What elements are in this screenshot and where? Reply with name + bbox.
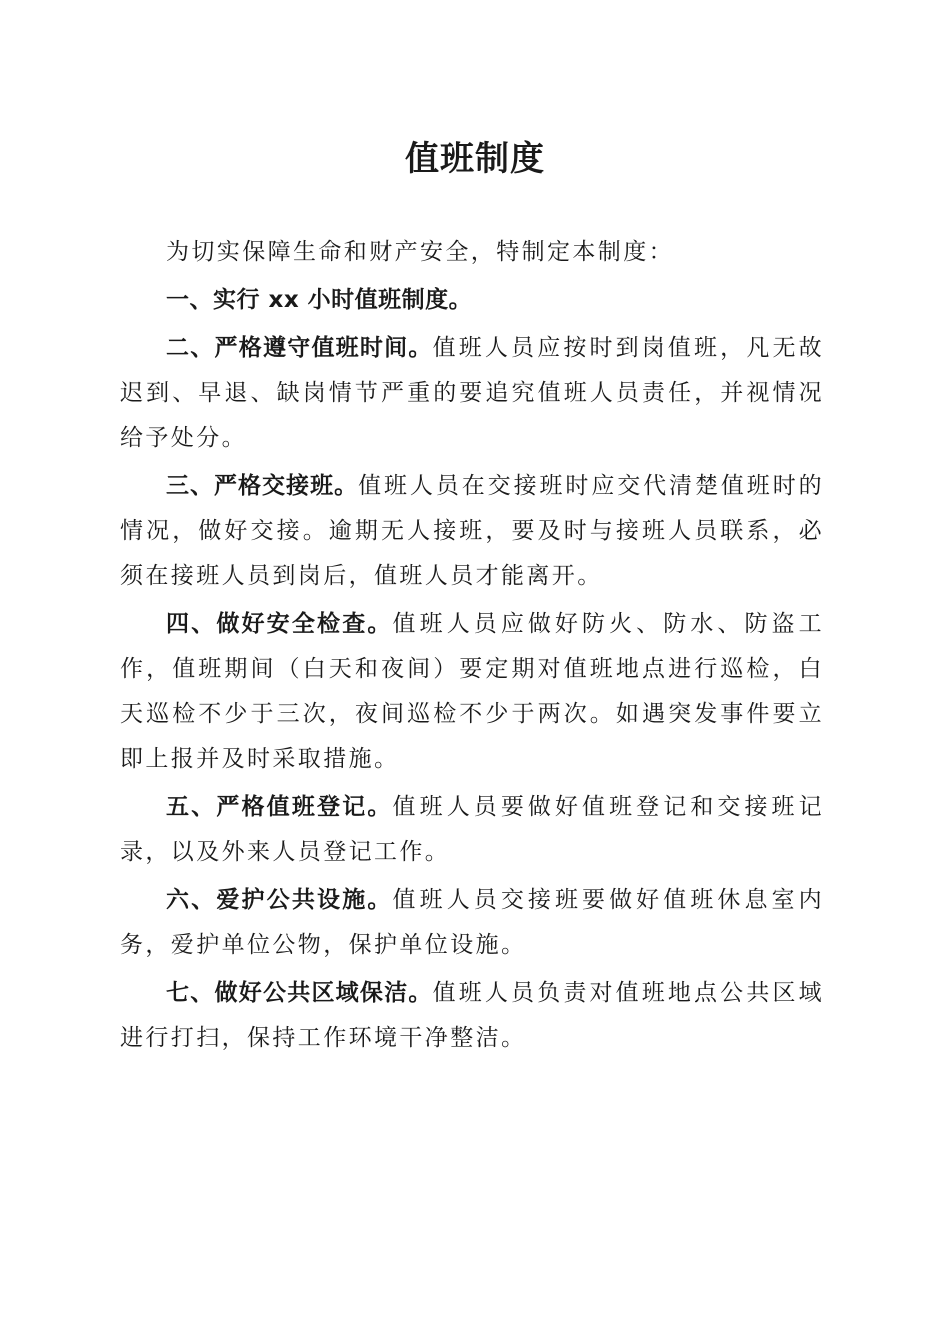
rule-heading: 六、爱护公共设施。 [166,887,393,913]
document-body [120,230,824,1064]
rule-heading: 五、严格值班登记。 [166,794,393,820]
rule-heading: 四、做好安全检查。 [166,611,393,637]
rule-item-5 [120,785,824,875]
rule-text: 值班人员应做好防火、防水、防盗工作，值班期间（白天和夜间）要定期对值班地点进行巡检，白天巡检不少于三次，夜间巡检不少于两次。如遇突发事件要立即上报并及时采取措施。 [120,611,825,772]
rule-item-4 [120,602,824,782]
rule-heading: 二、严格遵守值班时间。 [166,335,433,361]
rule-text: 值班人员要做好值班登记和交接班记录，以及外来人员登记工作。 [120,794,825,865]
page-title: 值班制度 [405,139,545,179]
rule-item-1 [120,278,824,323]
rule-text: 值班人员应按时到岗值班，凡无故迟到、早退、缺岗情节严重的要追究值班人员责任，并视情况给予处分。 [120,335,825,451]
rule-heading: 三、严格交接班。 [166,473,359,499]
rule-text: 值班人员负责对值班地点公共区域进行打扫，保持工作环境干净整洁。 [120,980,825,1051]
rule-item-7 [120,971,824,1061]
rule-text: 值班人员交接班要做好值班休息室内务，爱护单位公物，保护单位设施。 [120,887,825,958]
rule-heading: 七、做好公共区域保洁。 [166,980,433,1006]
rule-item-2 [120,326,824,461]
rule-text: 值班人员在交接班时应交代清楚值班时的情况，做好交接。逾期无人接班，要及时与接班人员联系，必须在接班人员到岗后，值班人员才能离开。 [120,473,825,589]
intro-paragraph: 为切实保障生命和财产安全，特制定本制度： [166,239,674,265]
rule-item-6 [120,878,824,968]
rule-heading: 一、实行 xx 小时值班制度。 [166,287,473,313]
rule-item-3 [120,464,824,599]
